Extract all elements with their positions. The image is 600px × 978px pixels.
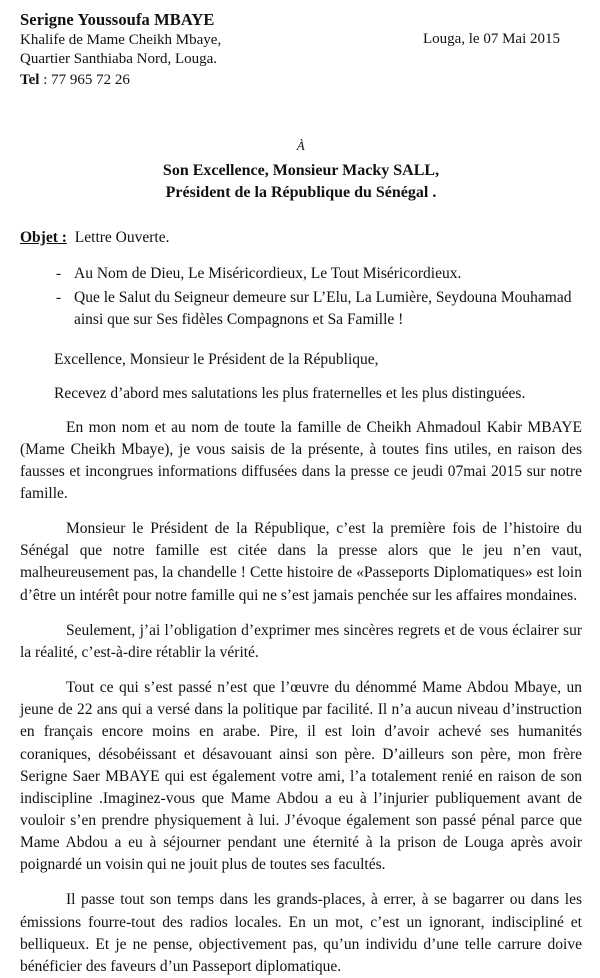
body-paragraph-4: Tout ce qui s’est passé n’est que l’œuvre du dénommé Mame Abdou Mbaye, un jeune de 22 ans qui a versé dans la politique par facilité. Il n’a aucun niveau d’instruction en français encore moins en arabe. Pire, il est loin d’avoir achevé ses humanités coraniques, désobéissant et désavouant ainsi son père. D’ailleurs son père, mon frère Serigne Saer MBAYE qui est également votre ami, l’a totalement renié en raison de son indiscipline .Imaginez-vous que Mame Abdou a eu à l’injurier publiquement avant de vouloir s’en prendre physiquement à lui. J’évoque également son passé pénal parce que Mame Abdou a eu à séjourner pendant une éternité à la prison de Louga après avoir poignardé un voisin qui ne jouit plus de toutes ses facultés.	[20, 679, 582, 874]
object-label: Objet :	[20, 229, 67, 247]
sender-address-line: Quartier Santhiaba Nord, Louga.	[20, 51, 218, 68]
letter-body	[20, 349, 582, 978]
a-preposition: À	[296, 138, 306, 153]
body-paragraph-1: En mon nom et au nom de toute la famille de Cheikh Ahmadoul Kabir MBAYE (Mame Cheikh Mbaye), je vous saisis de la présente, à toutes fins utiles, en raison des fausses et incongrues informations diffusées dans la presse ce jeudi 07mai 2015 sur notre famille.	[20, 418, 582, 502]
list-item	[56, 263, 582, 285]
list-item-text: Que le Salut du Seigneur demeure sur L’Elu, La Lumière, Seydouna Mouhamad ainsi que sur Ses fidèles Compagnons et Sa Famille !	[74, 289, 572, 329]
list-bullet: -	[56, 289, 62, 307]
addressee-line-1: Son Excellence, Monsieur Macky SALL,	[162, 162, 440, 179]
addressee-line-2: Président de la République du Sénégal .	[165, 183, 437, 201]
object-block	[20, 229, 582, 247]
place-and-date: Louga, le 07 Mai 2015	[422, 31, 560, 47]
letterhead	[20, 10, 582, 90]
sender-title-line: Khalife de Mame Cheikh Mbaye,	[20, 31, 222, 48]
sender-phone	[20, 70, 350, 90]
greeting-paragraph: Excellence, Monsieur le Président de la République,	[54, 351, 379, 369]
object-value: Lettre Ouverte.	[74, 229, 170, 247]
phone-value: : 77 965 72 26	[43, 71, 130, 88]
invocation-list	[56, 263, 582, 331]
phone-label: Tel	[20, 71, 40, 88]
addressee-block	[20, 138, 582, 203]
body-paragraph-2: Monsieur le Président de la République, c’est la première fois de l’histoire du Sénégal que notre famille est citée dans la presse alors que le jeu n’en vaut, malheureusement pas, la chandelle ! Cette histoire de «Passeports Diplomatiques» est loin d’être un intérêt pour notre famille qui ne s’est jamais penchée sur les affaires mondaines.	[20, 520, 582, 604]
list-bullet: -	[56, 265, 62, 283]
body-paragraph-5: Il passe tout son temps dans les grands-places, à errer, à se bagarrer ou dans les émissions fourre-tout des radios locales. En un mot, c’est un ignorant, indiscipliné et belliqueux. Et je ne pense, objectivement pas, qu’un individu d’une telle carrure doive bénéficier des faveurs d’un Passeport diplomatique.	[20, 891, 582, 975]
sender-name: Serigne Youssoufa MBAYE	[20, 10, 215, 29]
list-item	[56, 287, 582, 331]
salutation-paragraph: Recevez d’abord mes salutations les plus fraternelles et les plus distinguées.	[54, 385, 526, 403]
sender-block	[20, 10, 350, 90]
body-paragraph-3: Seulement, j’ai l’obligation d’exprimer mes sincères regrets et de vous éclairer sur la réalité, c’est-à-dire rétablir la vérité.	[20, 621, 582, 661]
list-item-text: Au Nom de Dieu, Le Miséricordieux, Le Tout Miséricordieux.	[74, 265, 462, 283]
